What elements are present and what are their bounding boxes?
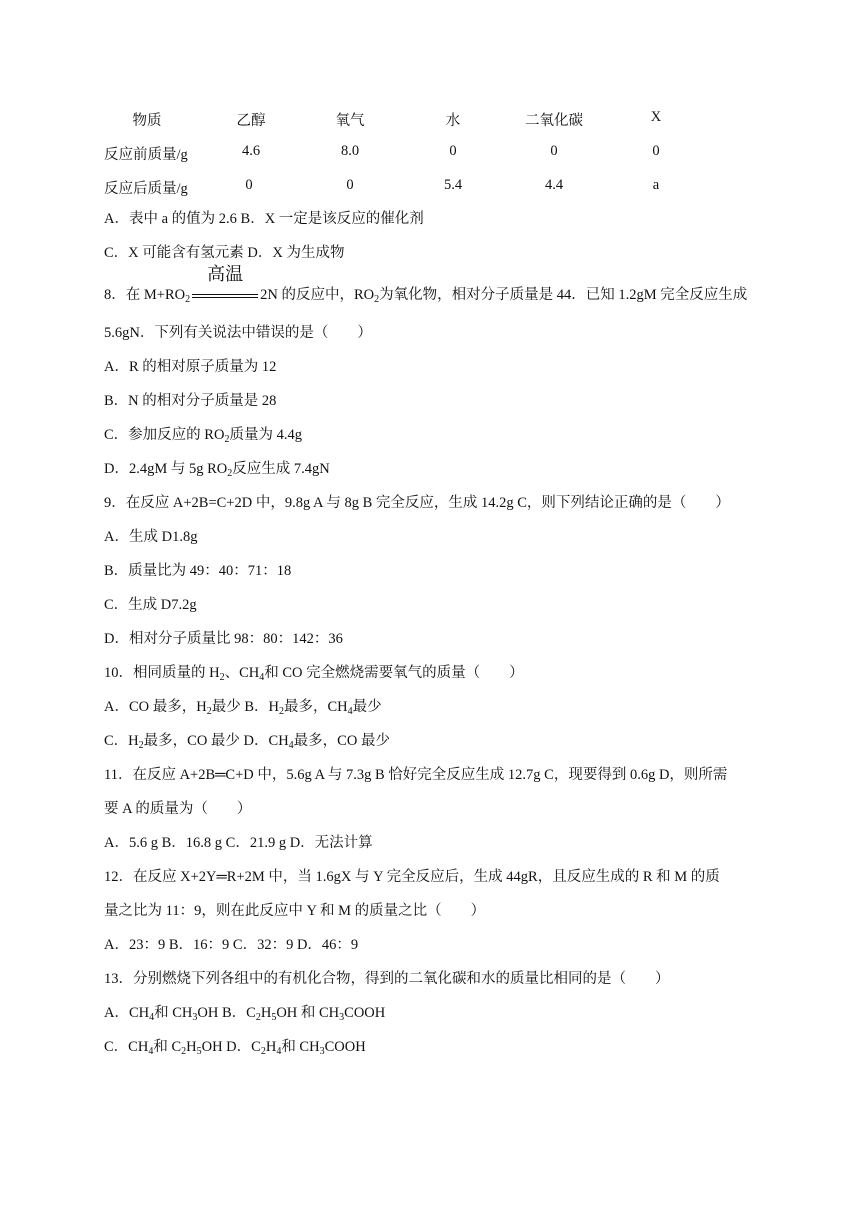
- q13-stem: 13．分别燃烧下列各组中的有机化合物，得到的二氧化碳和水的质量比相同的是（ ）: [104, 971, 670, 987]
- q13-option-cd: [104, 1036, 366, 1058]
- reaction-condition-arrow: [190, 264, 260, 306]
- table-cell: 0: [449, 143, 457, 159]
- table-cell: 反应前质量/g: [104, 147, 188, 163]
- table-cell: 0: [346, 177, 354, 193]
- table-row: [0, 177, 860, 199]
- q10-option-text: 最少: [352, 699, 382, 715]
- q9-option-a: A．生成 D1.8g: [104, 529, 198, 545]
- subscript: 2: [227, 468, 233, 479]
- q8-stem-post: 为氧化物，相对分子质量是 44．已知 1.2gM 完全反应生成: [379, 287, 748, 303]
- q8-option-c: [104, 424, 302, 446]
- q12-stem-line1: 12．在反应 X+2Y═R+2M 中，当 1.6gX 与 Y 完全反应后，生成 44gR，且反应生成的 R 和 M 的质: [104, 869, 720, 885]
- subscript: 2: [224, 434, 230, 445]
- q10-option-text: 最多，CO 最少: [293, 733, 390, 749]
- table-header-row: [0, 109, 860, 131]
- table-header-cell: X: [650, 109, 662, 125]
- subscript: 4: [347, 706, 353, 717]
- q13-option-ab: [104, 1002, 385, 1024]
- q8-option-d-text: 反应生成 7.4gN: [232, 461, 330, 477]
- subscript: 2: [206, 706, 212, 717]
- q13-option-text: 和 C: [153, 1039, 182, 1055]
- subscript: 4: [276, 1046, 282, 1057]
- subscript: 5: [196, 1046, 202, 1057]
- table-cell: 4.6: [241, 143, 261, 159]
- table-cell: a: [652, 177, 660, 193]
- table-header-cell: 二氧化碳: [525, 113, 583, 129]
- q9-option-c: C．生成 D7.2g: [104, 597, 197, 613]
- subscript: 4: [148, 1046, 154, 1057]
- q11-stem-line1: 11．在反应 A+2B═C+D 中，5.6g A 与 7.3g B 恰好完全反应生成 12.7g C，现要得到 0.6g D，则所需: [104, 767, 728, 783]
- q13-option-text: COOH: [344, 1005, 386, 1021]
- q8-stem-line1: [104, 264, 748, 306]
- table-cell: 5.4: [443, 177, 463, 193]
- table-header-cell: 水: [445, 113, 461, 129]
- table-cell: 8.0: [340, 143, 360, 159]
- q8-option-d: [104, 458, 330, 480]
- q10-stem-text: 10．相同质量的 H: [104, 665, 220, 681]
- q13-option-text: 和 CH: [154, 1005, 193, 1021]
- q10-option-text: 最多，CO 最少 D．CH: [143, 733, 289, 749]
- subscript: 4: [149, 1012, 155, 1023]
- subscript: 2: [374, 294, 380, 305]
- q8-option-c-text: C．参加反应的 RO: [104, 427, 225, 443]
- table-cell: 反应后质量/g: [104, 181, 188, 197]
- q13-option-text: OH D．C: [201, 1039, 261, 1055]
- q10-option-cd: [104, 730, 390, 752]
- q9-option-b: B．质量比为 49：40：71：18: [104, 563, 292, 579]
- q8-stem-pre: 8．在 M+RO: [104, 287, 186, 303]
- subscript: 4: [259, 672, 265, 683]
- q10-option-text: A．CO 最多，H: [104, 699, 207, 715]
- subscript: 2: [138, 740, 144, 751]
- q10-option-text: C．H: [104, 733, 139, 749]
- q11-stem-line2: 要 A 的质量为（ ）: [104, 801, 252, 817]
- subscript: 2: [255, 1012, 261, 1023]
- q8-stem-mid: 2N 的反应中，RO: [260, 287, 375, 303]
- q10-option-ab: [104, 696, 382, 718]
- table-row: [0, 143, 860, 165]
- q12-stem-line2: 量之比为 11：9，则在此反应中 Y 和 M 的质量之比（ ）: [104, 903, 486, 919]
- q13-option-text: 和 CH: [281, 1039, 320, 1055]
- q13-option-text: C．CH: [104, 1039, 149, 1055]
- q13-option-text: A．CH: [104, 1005, 150, 1021]
- q12-options: A．23：9 B．16：9 C．32：9 D．46：9: [104, 937, 359, 953]
- subscript: 5: [271, 1012, 277, 1023]
- q10-stem-text: 和 CO 完全燃烧需要氧气的质量（ ）: [264, 665, 524, 681]
- subscript: 3: [192, 1012, 198, 1023]
- subscript: 2: [185, 294, 191, 305]
- q13-option-text: H: [265, 1039, 277, 1055]
- q13-option-text: H: [186, 1039, 197, 1055]
- q10-stem-text: 、CH: [224, 665, 260, 681]
- q10-option-text: 最少 B．H: [211, 699, 279, 715]
- table-cell: 0: [550, 143, 558, 159]
- subscript: 2: [219, 672, 225, 683]
- q8-option-d-text: D．2.4gM 与 5g RO: [104, 461, 228, 477]
- table-header-cell: 氧气: [335, 113, 365, 129]
- table-header-cell: 物质: [132, 113, 162, 129]
- q8-option-a: A．R 的相对原子质量为 12: [104, 359, 277, 375]
- table-cell: 0: [245, 177, 253, 193]
- q13-option-text: H: [260, 1005, 272, 1021]
- reaction-condition-text: 高温: [207, 264, 244, 285]
- q10-option-text: 最多，CH: [284, 699, 348, 715]
- table-cell: 4.4: [544, 177, 564, 193]
- q13-option-text: OH B．C: [197, 1005, 256, 1021]
- q8-stem-line2: 5.6gN．下列有关说法中错误的是（ ）: [104, 325, 372, 341]
- subscript: 2: [279, 706, 284, 717]
- subscript: 2: [260, 1046, 266, 1057]
- table-cell: 0: [652, 143, 660, 159]
- q10-stem: [104, 662, 524, 684]
- q9-option-d: D．相对分子质量比 98：80：142：36: [104, 631, 343, 647]
- table-header-cell: 乙醇: [236, 113, 266, 129]
- q8-option-b: B．N 的相对分子质量是 28: [104, 393, 277, 409]
- subscript: 3: [339, 1012, 345, 1023]
- subscript: 3: [319, 1046, 325, 1057]
- q7-option-ab: A．表中 a 的值为 2.6 B．X 一定是该反应的催化剂: [104, 211, 424, 227]
- q7-option-cd: C．X 可能含有氢元素 D．X 为生成物: [104, 245, 345, 261]
- q9-stem: 9．在反应 A+2B=C+2D 中，9.8g A 与 8g B 完全反应，生成 14.2g C，则下列结论正确的是（ ）: [104, 495, 730, 511]
- q8-option-c-text: 质量为 4.4g: [229, 427, 302, 443]
- q11-options: A．5.6 g B．16.8 g C．21.9 g D．无法计算: [104, 835, 373, 851]
- subscript: 2: [181, 1046, 187, 1057]
- q13-option-text: COOH: [324, 1039, 366, 1055]
- subscript: 4: [288, 740, 294, 751]
- q13-option-text: OH 和 CH: [276, 1005, 340, 1021]
